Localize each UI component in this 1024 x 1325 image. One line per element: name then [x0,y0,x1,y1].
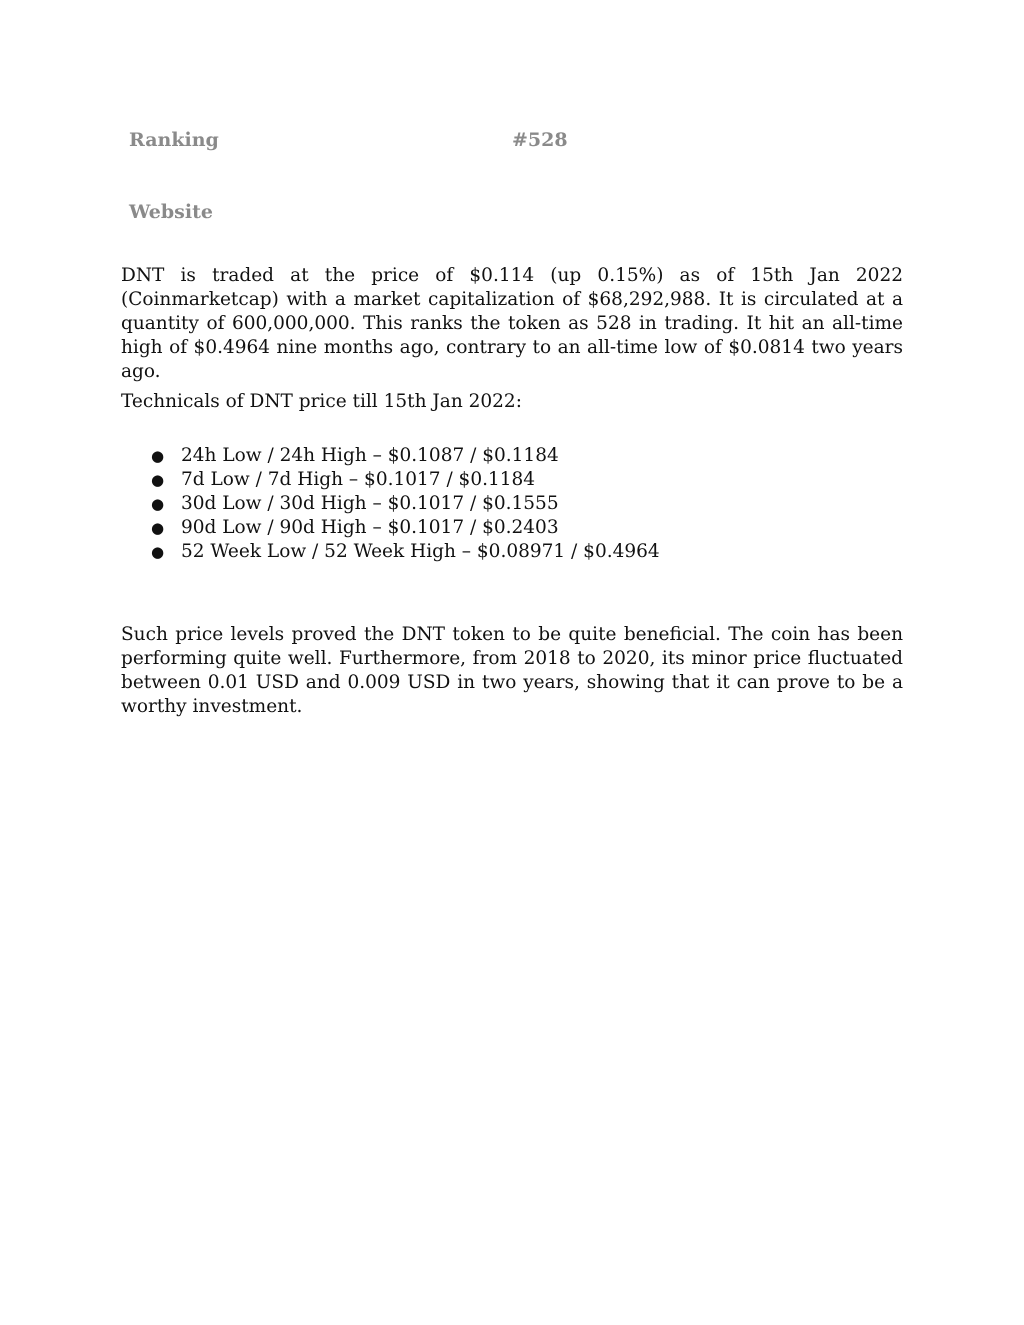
list-item [121,540,903,564]
list-item-text: 24h Low / 24h High – $0.1087 / $0.1184 [181,445,559,466]
list-item [121,492,903,516]
technicals-list [121,444,903,564]
bullet-icon: ● [151,447,165,465]
list-item-text: 30d Low / 30d High – $0.1017 / $0.1555 [181,493,559,514]
list-item-text: 90d Low / 90d High – $0.1017 / $0.2403 [181,517,559,538]
conclusion-paragraph: Such price levels proved the DNT token to be quite beneficial. The coin has been performing quite well. Furthermore, from 2018 to 2020, its minor price fluctuated between 0.01 USD and 0.009 USD in two years, showing that it can prove to be a worthy investment. [121,624,903,717]
list-item-text: 7d Low / 7d High – $0.1017 / $0.1184 [181,469,536,490]
list-item [121,468,903,492]
list-item [121,516,903,540]
list-item-text: 52 Week Low / 52 Week High – $0.08971 / $0.4964 [181,541,660,562]
website-label: Website [129,201,213,223]
bullet-icon: ● [151,519,165,537]
ranking-value: #528 [512,129,568,151]
bullet-icon: ● [151,495,165,513]
intro-paragraph: DNT is traded at the price of $0.114 (up 0.15%) as of 15th Jan 2022 (Coinmarketcap) with a market capitalization of $68,292,988. It is circulated at a quantity of 600,000,000. This ranks the token as 528 in trading. It hit an all-time high of $0.4964 nine months ago, contrary to an all-time low of $0.0814 two years ago. [121,265,903,382]
bullet-icon: ● [151,543,165,561]
list-item [121,444,903,468]
bullet-icon: ● [151,471,165,489]
ranking-label: Ranking [129,129,219,151]
technicals-heading: Technicals of DNT price till 15th Jan 2022: [121,391,522,412]
